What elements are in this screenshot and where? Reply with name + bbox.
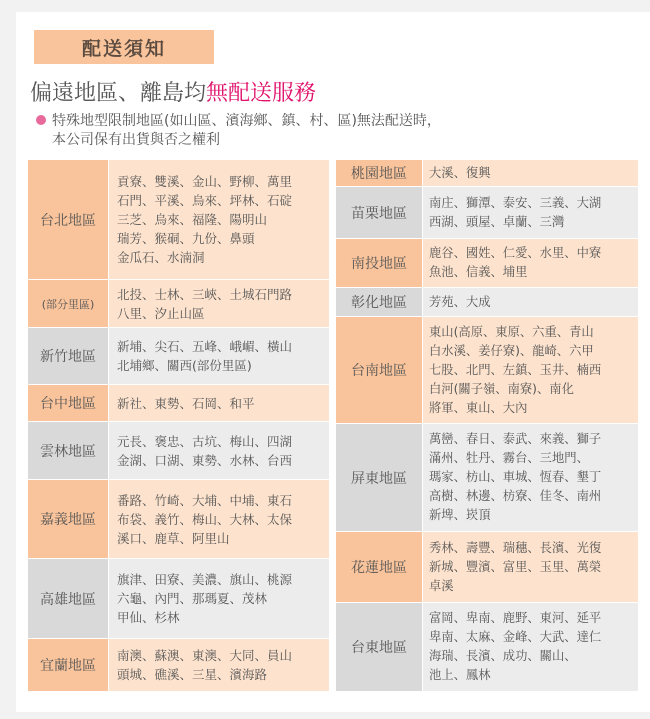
region-row [336, 532, 638, 602]
area-line: 海瑞、長濱、成功、關山、 [429, 649, 577, 663]
area-line: 貢寮、雙溪、金山、野柳、萬里 [117, 174, 293, 189]
area-line: 新社、東勢、石岡、和平 [117, 395, 255, 411]
area-line: 萬巒、春日、泰武、來義、獅子 [429, 432, 602, 446]
headline-prefix: 偏遠地區、離島均 [30, 81, 207, 106]
area-line: 石門、平溪、烏來、坪林、石碇 [117, 193, 293, 208]
region-row [28, 160, 329, 279]
area-line: 新埔、尖石、五峰、峨嵋、橫山 [117, 339, 293, 354]
region-name: 台南地區 [336, 317, 422, 423]
area-line: 白河(關子嶺、南寮)、南化 [429, 381, 574, 396]
region-name: 台北地區 [28, 160, 108, 279]
region-areas [109, 160, 329, 279]
area-line: 新城、豐濱、富里、玉里、萬榮 [429, 559, 602, 574]
area-line: 旗津、田寮、美濃、旗山、桃源 [117, 572, 293, 587]
area-line: 卑南、太麻、金峰、大武、達仁 [429, 630, 602, 644]
area-line: 北投、士林、三峽、土城石門路 [117, 286, 293, 302]
region-areas [423, 424, 638, 531]
area-line: 三芝、烏來、福隆、陽明山 [117, 212, 268, 227]
notice-text [36, 112, 596, 150]
area-line: 七股、北門、左鎮、玉井、楠西 [429, 362, 602, 377]
region-row [28, 559, 329, 638]
region-name: 南投地區 [336, 239, 422, 287]
area-line: 白水溪、姜仔寮)、龍崎、六甲 [429, 343, 594, 358]
area-line: 新埤、崁頂 [429, 508, 491, 522]
area-line: 甲仙、杉林 [117, 610, 180, 625]
left-region-table [28, 160, 329, 692]
area-line: 瑞芳、猴硐、九份、鼻頭 [117, 231, 255, 246]
region-row [336, 239, 638, 287]
region-row [28, 280, 329, 327]
area-line: 溪口、鹿草、阿里山 [117, 530, 230, 546]
region-name: 屏東地區 [336, 424, 422, 531]
bullet-icon [36, 115, 46, 125]
region-name: 嘉義地區 [28, 480, 108, 558]
area-line: 六龜、內門、那瑪夏、茂林 [117, 591, 268, 606]
region-name: 台中地區 [28, 385, 108, 421]
region-row [336, 603, 638, 691]
region-areas [109, 328, 329, 384]
region-areas [109, 559, 329, 638]
region-areas [423, 160, 638, 186]
region-row [28, 385, 329, 421]
area-line: 池上、鳳林 [429, 668, 491, 682]
area-line: 元長、褒忠、古坑、梅山、四湖 [117, 433, 293, 449]
area-line: 大溪、復興 [429, 165, 491, 180]
region-row [28, 480, 329, 558]
region-name: 桃園地區 [336, 160, 422, 186]
area-line: 南澳、蘇澳、東澳、大同、員山 [117, 648, 293, 663]
region-row [336, 160, 638, 186]
area-line: 金湖、口湖、東勢、水林、台西 [117, 452, 293, 468]
area-line: 卓溪 [429, 578, 454, 593]
area-line: 番路、竹崎、大埔、中埔、東石 [117, 492, 293, 508]
region-row [28, 639, 329, 691]
section-badge: 配送須知 [34, 30, 214, 64]
area-line: 北埔鄉、關西(部份里區) [117, 358, 252, 373]
region-row [28, 422, 329, 479]
area-line: 芳苑、大成 [429, 294, 491, 309]
area-line: 富岡、卑南、鹿野、東河、延平 [429, 611, 602, 625]
note-line-1: 特殊地型限制地區(如山區、濱海鄉、鎮、村、區)無法配送時， [52, 113, 441, 129]
region-areas [423, 532, 638, 602]
region-name: 苗栗地區 [336, 187, 422, 238]
area-line: 魚池、信義、埔里 [429, 265, 528, 279]
region-row [336, 424, 638, 531]
region-areas [109, 280, 329, 327]
region-areas [109, 639, 329, 691]
area-line: 鹿谷、國姓、仁愛、水里、中寮 [429, 246, 602, 260]
area-line: 西湖、頭屋、卓蘭、三灣 [429, 214, 565, 229]
region-row [336, 288, 638, 316]
area-line: 金瓜石、水湳洞 [117, 250, 205, 265]
right-region-table [336, 160, 638, 692]
region-areas [109, 480, 329, 558]
area-line: 滿州、牡丹、霧台、三地門、 [429, 451, 589, 465]
region-areas [423, 603, 638, 691]
region-areas [423, 239, 638, 287]
region-row [336, 317, 638, 423]
region-name: (部分里區) [28, 280, 108, 327]
region-row [28, 328, 329, 384]
area-line: 高樹、林邊、枋寮、佳冬、南州 [429, 489, 602, 503]
headline [30, 76, 316, 107]
region-name: 高雄地區 [28, 559, 108, 638]
region-row [336, 187, 638, 238]
area-line: 東山(高原、東原、六重、青山 [429, 324, 594, 339]
region-areas [109, 385, 329, 421]
region-name: 彰化地區 [336, 288, 422, 316]
area-line: 秀林、壽豐、瑞穗、長濱、光復 [429, 540, 602, 555]
region-name: 台東地區 [336, 603, 422, 691]
region-name: 新竹地區 [28, 328, 108, 384]
region-name: 宜蘭地區 [28, 639, 108, 691]
area-line: 布袋、義竹、梅山、大林、太保 [117, 511, 293, 527]
note-line-2: 本公司保有出貨與否之權利 [52, 132, 220, 148]
region-name: 花蓮地區 [336, 532, 422, 602]
region-name: 雲林地區 [28, 422, 108, 479]
region-areas [423, 187, 638, 238]
area-line: 將軍、東山、大內 [429, 400, 528, 415]
area-line: 瑪家、枋山、車城、恆春、墾丁 [429, 470, 602, 484]
headline-highlight: 無配送服務 [206, 81, 317, 106]
region-areas [423, 288, 638, 316]
area-line: 八里、汐止山區 [117, 305, 205, 321]
region-areas [423, 317, 638, 423]
region-areas [109, 422, 329, 479]
area-line: 頭城、礁溪、三星、濱海路 [117, 667, 268, 682]
area-line: 南庄、獅潭、泰安、三義、大湖 [429, 195, 602, 210]
